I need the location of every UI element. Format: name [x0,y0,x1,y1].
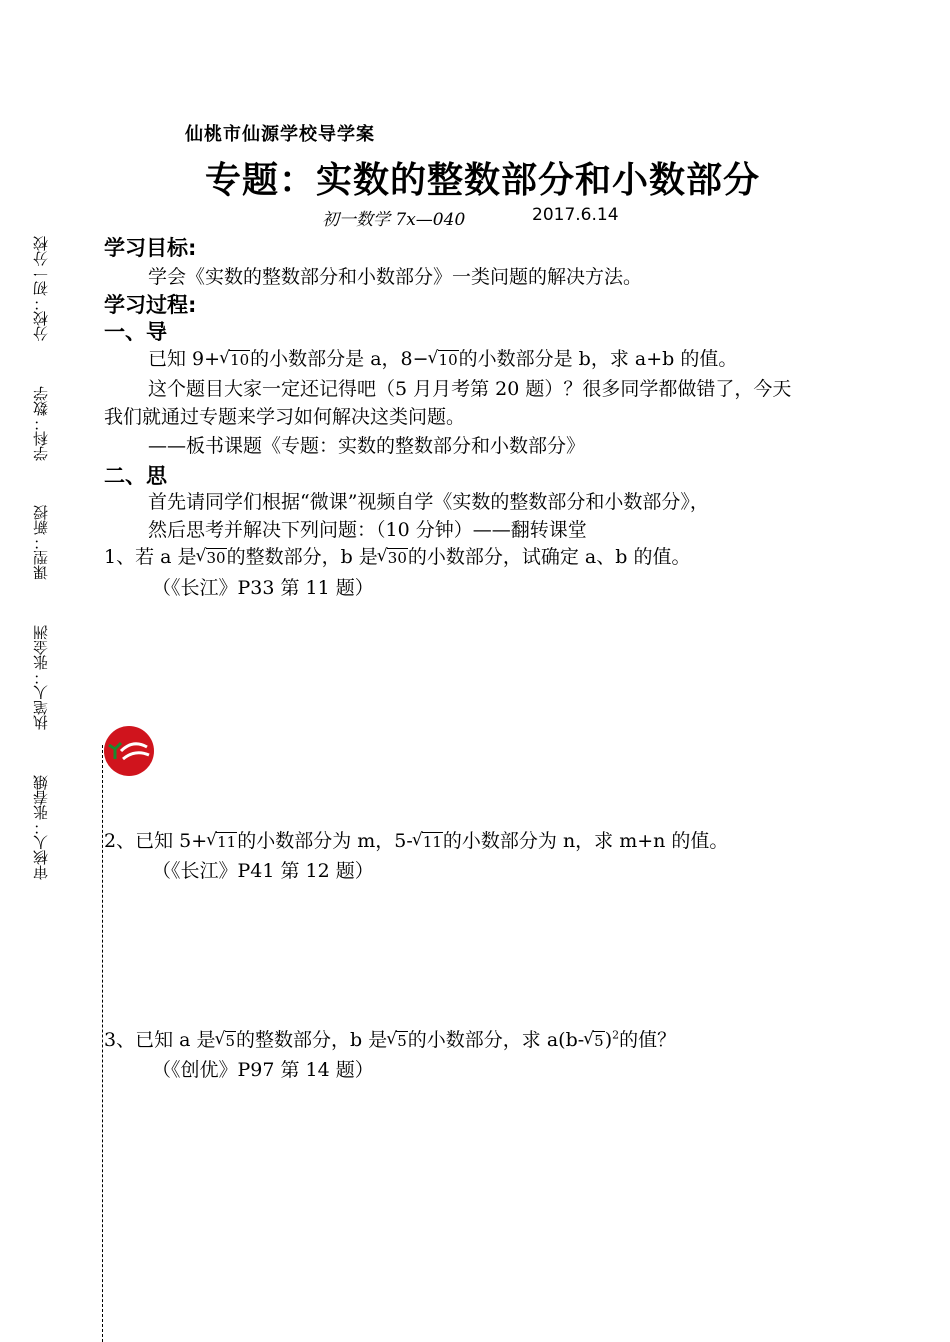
goal-text: 学会《实数的整数部分和小数部分》一类问题的解决方法。 [148,266,643,288]
think-text-2: 然后思考并解决下列问题：（10 分钟）——翻转课堂 [148,519,587,541]
side-label: 分校：初一分校 [32,235,50,341]
question-2: 2、已知 5+√ 11的小数部分为 m，5-√ 11的小数部分为 n，求 m+n 的值。 [104,826,728,853]
process-heading: 学习过程: [104,293,197,317]
question-1: 1、若 a 是√ 30的整数部分，b 是√ 30的小数部分，试确定 a、b 的值。 [104,542,690,569]
school-name: 仙桃市仙源学校导学案 [185,124,375,145]
intro-text-1: 这个题目大家一定还记得吧（5 月月考第 20 题）？很多同学都做错了，今天 [148,378,792,400]
doc-code: 初一数学 7x—040 [322,210,466,230]
side-label: 审核人：张春娥 [32,775,50,880]
question-3: 3、已知 a 是√ 5的整数部分，b 是√ 5的小数部分，求 a(b-√ 5)$^2$的值？ [104,1025,676,1052]
goal-heading: 学习目标: [104,236,197,260]
side-label: 执笔人：张金洲 [32,625,50,731]
question-1-source: （《长江》P33 第 11 题） [152,577,374,599]
think-text-1: 首先请同学们根据“微课”视频自学《实数的整数部分和小数部分》， [148,491,709,513]
section-1-heading: 一、导 [104,320,167,344]
question-3-source: （《创优》P97 第 14 题） [152,1059,374,1081]
side-label: 学科：数学 [32,385,50,461]
page-title: 专题：实数的整数部分和小数部分 [205,160,761,201]
doc-date: 2017.6.14 [532,205,619,225]
section-2-heading: 二、思 [104,464,167,488]
binding-line [102,745,103,1342]
intro-text-3: ——板书课题《专题：实数的整数部分和小数部分》 [148,435,586,457]
side-label: 课型：新授 [32,505,50,581]
side-labels [30,120,51,880]
intro-text-2: 我们就通过专题来学习如何解决这类问题。 [104,406,466,428]
school-logo [103,725,155,781]
intro-problem: 已知 9+√ 10的小数部分是 a，8−√ 10的小数部分是 b，求 a+b 的值。 [148,344,737,371]
question-2-source: （《长江》P41 第 12 题） [152,860,374,882]
